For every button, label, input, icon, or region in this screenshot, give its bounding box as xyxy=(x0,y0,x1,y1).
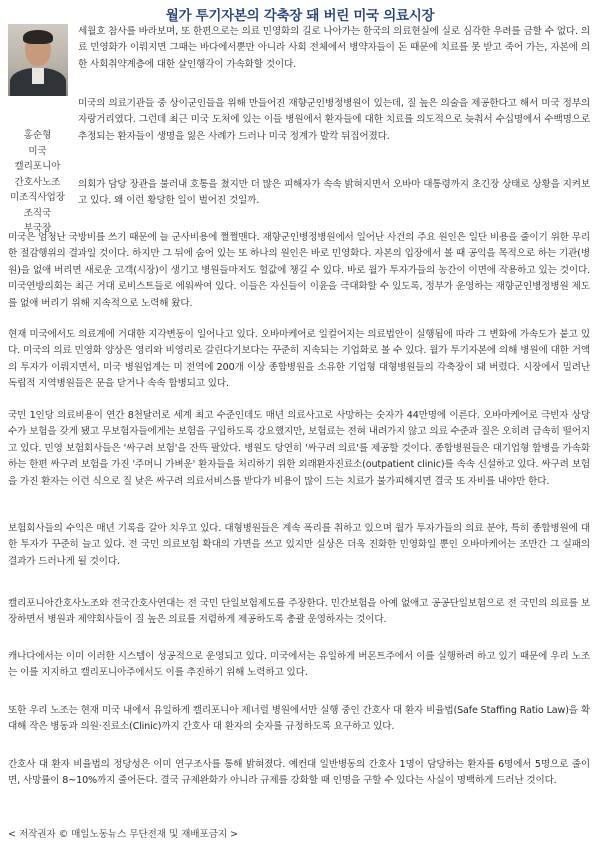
article-paragraph: 캐나다에서는 이미 이러한 시스템이 성공적으로 운영되고 있다. 미국에서는 유일하게 버몬트주에서 이를 실행하려 하고 있기 때문에 우리 노조는 이를 지지하고 캘리포니아주에서도 이를 추진하기 위해 노력하고 있다. xyxy=(8,651,590,679)
author-name: 홍순형 xyxy=(23,130,52,141)
article-paragraph: 캘리포니아간호사노조와 전국간호사연대는 전 국민 단일보험제도를 주장한다. 민간보험을 아예 없애고 공공단일보험으로 전 국민의 의료를 보장하면서 병원과 제약회사들이 질 높은 의료를 저렴하게 제공하도록 총괄 운영하자는 것이다. xyxy=(8,598,590,626)
article-paragraph: 현재 미국에서도 의료계에 거대한 지각변동이 일어나고 있다. 오바마케어로 일컬어지는 의료법안이 실행됨에 따라 그 변화에 가속도가 붙고 있다. 미국의 의료 민영화 양상은 영리와 비영리로 갈린다기보다는 꾸준히 지속되는 기업화로 볼 수 있다. 월가 투기자본에 의해 병원에 대한 거액의 투자가 이뤄지면서, 미국 병원업계는 미 전역에 200개 이상 종합병원을 소유한 기업형 대형병원들의 각축장이 돼 버렸다. 시장에서 밀려난 독립적 지역병원들은 문을 닫거나 속속 합병되고 있다. xyxy=(8,329,590,390)
copyright-notice: < 저작권자 © 매일노동뉴스 무단전재 및 재배포금지 > xyxy=(8,829,239,840)
article-paragraph: 간호사 대 환자 비율법의 정당성은 이미 연구조사를 통해 밝혀졌다. 예컨대 일반병동의 간호사 1명이 담당하는 환자를 6명에서 5명으로 줄이면, 사망률이 8~10%까지 줄어든다. 결국 규제완화가 아니라 규제를 강화할 때 인명을 구할 수 있다는 사실이 명백하게 드러난 것이다. xyxy=(8,759,590,787)
article-paragraph: 미국은 엄청난 국방비를 쓰기 때문에 늘 군사비용에 쩔쩔맨다. 재향군인병정병원에서 일어난 사건의 주요 원인은 일단 비용을 줄이기 위한 무리한 절감행위의 결과일 것이다. 하지만 그 뒤에 숨어 있는 또 하나의 원인은 바로 민영화다. 자본의 입장에서 볼 때 공익을 목적으로 하는 기관(병원)을 없애 버리면 새로운 고객(시장)이 생기고 병원들마저도 헐값에 챙길 수 있다. 바로 월가 투자가들의 농간이 이면에 작용하고 있는 것이다. 미국연방의회는 최근 거대 로비스트들로 에워싸여 있다. 이들은 자신들이 이윤을 극대화할 수 있도록, 정부가 운영하는 재향군인병정병원 제도를 없애 버리기 위해 지속적으로 노력해 왔다. xyxy=(8,232,590,309)
article-paragraph: 또한 우리 노조는 현재 미국 내에서 유일하게 캘리포니아 제너럴 병원에서만 실행 중인 간호사 대 환자 비율법(Safe Staffing Ratio Law)을 확대해 작은 병동과 의원·진료소(Clinic)까지 간호사 대 환자의 숫자를 규정하도록 요구하고 있다. xyxy=(8,705,590,733)
article-paragraph: 미국의 의료기관들 중 상이군인들을 위해 만들어진 재향군인병정병원이 있는데, 질 높은 의술을 제공한다고 해서 미국 정부의 자랑거리였다. 그런데 최근 미국 도처에 있는 이들 병원에서 환자들에 대한 치료를 의도적으로 늦춰서 수십명에서 수백명으로 추정되는 환자들이 생명을 잃은 사례가 드러나 미국 정계가 발칵 뒤집어졌다. xyxy=(78,98,590,142)
article-paragraph: 국민 1인당 의료비용이 연간 8천달러로 세계 최고 수준인데도 매년 의료사고로 사망하는 숫자가 44만명에 이른다. 오바마케어로 극빈자 상당수가 보험을 갖게 됐고 무보험자들에게는 보험을 구입하도록 강요했지만, 보험료는 전혀 내려가지 않고 의료 수준과 질은 오히려 급속히 떨어지고 있다. 민영 보험회사들은 '싸구려 보험'을 잔뜩 팔았다. 병원도 당연히 '싸구려 의료'를 제공할 것이다. 종합병원들은 대기업형 합병을 가속화하는 한편 싸구려 보험을 가진 '주머니 가벼운' 환자들을 처리하기 위한 외래환자진료소(outpatient clinic)를 속속 신설하고 있다. 싸구려 보험을 가진 환자는 이런 식으로 질 낮은 싸구려 의료서비스를 받다가 비용이 많이 드는 치료가 불가피해지면 결국 또 자비를 내야만 한다. xyxy=(8,410,590,487)
author-affiliation-line: 부국장 xyxy=(23,223,52,234)
author-affiliation-line: 조직국 xyxy=(23,207,52,219)
author-affiliation-line: 미조직사업장 xyxy=(9,192,66,203)
article-title: 월가 투기자본의 각축장 돼 버린 미국 의료시장 xyxy=(165,8,435,24)
author-affiliation-line: 미국 xyxy=(28,145,47,157)
article-paragraph: 보험회사들의 수익은 매년 기록을 갈아 치우고 있다. 대형병원들은 계속 폭리를 취하고 있으며 월가 투자가들의 의료 분야, 특히 종합병원에 대한 투자가 꾸준히 늘고 있다. 전 국민 의료보험 확대의 가면을 쓰고 있지만 실상은 더욱 진화한 민영화일 뿐인 오바마케어는 조만간 그 실패의 결과가 드러나게 될 것이다. xyxy=(8,523,590,567)
author-affiliation-line: 캘리포니아 xyxy=(14,161,61,172)
article-paragraph: 세월호 참사를 바라보며, 또 한편으로는 의료 민영화의 길로 나아가는 한국의 의료현실에 실로 심각한 우려를 금할 수 없다. 의료 민영화가 이뤄지면 그때는 바다에서뿐만 아니라 사회 전체에서 병약자들이 돈 때문에 치료를 못 받고 죽어 가는, 자본에 의한 사회취약계층에 대한 살인행각이 가속화할 것이다. xyxy=(78,26,590,70)
author-affiliation-line: 간호사노조 xyxy=(14,176,61,188)
article-paragraph: 의회가 담당 장관을 불러내 호통을 쳤지만 더 많은 피해자가 속속 밝혀지면서 오바마 대통령까지 초긴장 상태로 상황을 지켜보고 있다. 왜 이런 황당한 일이 벌어진 것일까. xyxy=(78,179,590,207)
author-photo xyxy=(8,24,68,96)
author-byline xyxy=(0,128,75,237)
